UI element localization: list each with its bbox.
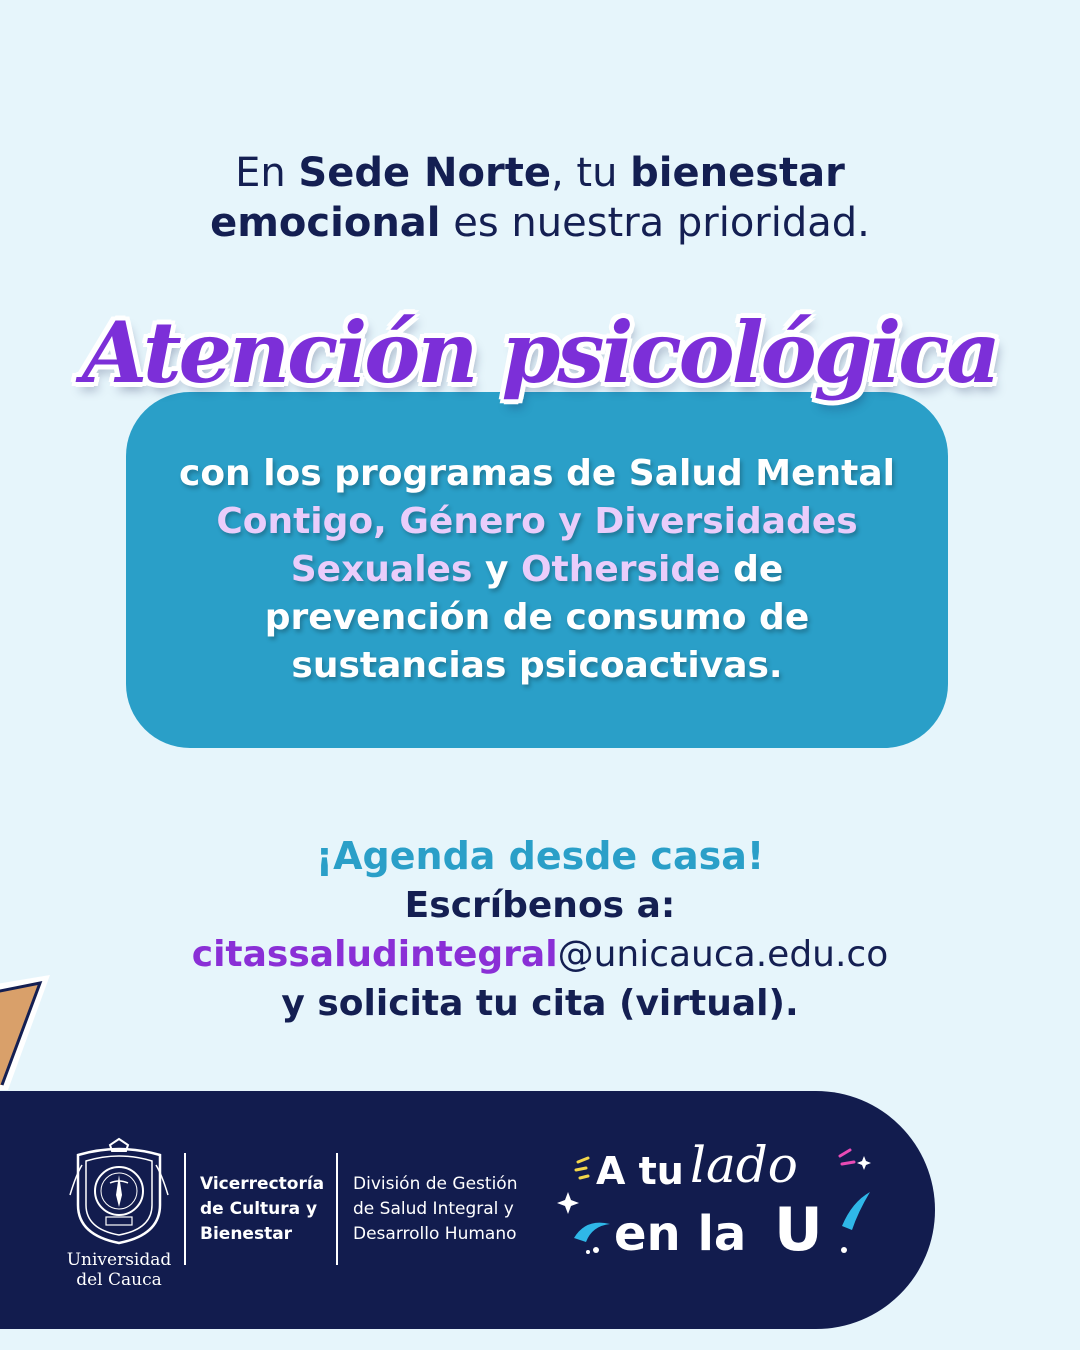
paper-corner-deco-icon — [0, 975, 60, 1095]
intro-line-1: En Sede Norte, tu bienestar — [235, 150, 845, 196]
programs-line-3: Sexuales y Otherside de — [290, 549, 784, 590]
programs-text — [126, 450, 948, 690]
write-us-label: Escríbenos a: — [404, 885, 676, 926]
vice-rectory-label: Vicerrectoría de Cultura y Bienestar — [200, 1174, 325, 1244]
slogan-lado: lado — [690, 1136, 798, 1194]
call-to-action — [0, 832, 1080, 1028]
slogan-u: U — [774, 1195, 823, 1265]
footer-divider-1 — [184, 1153, 186, 1265]
footer-divider-2 — [336, 1153, 338, 1265]
slogan-a: A tu — [596, 1149, 684, 1193]
email-link[interactable]: citassaludintegral@unicauca.edu.co — [191, 934, 889, 975]
programs-line-2: Contigo, Género y Diversidades — [216, 501, 858, 542]
programs-line-5: sustancias psicoactivas. — [291, 645, 783, 686]
intro-heading — [0, 148, 1080, 248]
intro-line-2: emocional es nuestra prioridad. — [210, 200, 870, 246]
division-label: División de Gestión de Salud Integral y Desarrollo Humano — [353, 1174, 518, 1244]
university-seal-icon — [68, 1135, 170, 1247]
programs-line-4: prevención de consumo de — [264, 597, 810, 638]
headline: Atención psicológica — [82, 303, 998, 402]
agenda-heading: ¡Agenda desde casa! — [315, 834, 765, 878]
slogan-en-la: en la — [614, 1206, 747, 1262]
programs-line-1: con los programas de Salud Mental — [178, 453, 896, 494]
slogan-logo — [552, 1126, 882, 1276]
request-appointment-text: y solicita tu cita (virtual). — [281, 983, 799, 1024]
wave-icon — [574, 1223, 610, 1242]
university-name: Universidad del Cauca — [66, 1250, 172, 1290]
